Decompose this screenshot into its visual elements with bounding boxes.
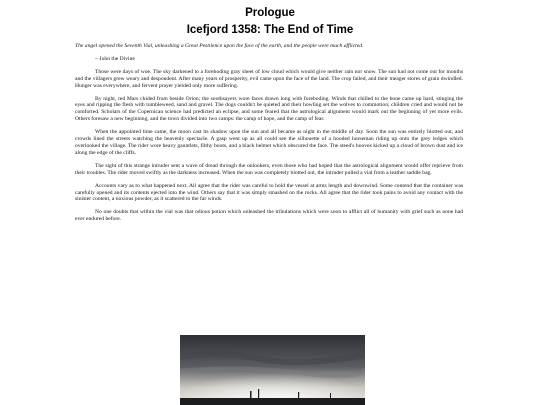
paragraph: When the appointed time came, the moon cast its shadow upon the sun and all became as night in the middle of day. Soon the sun was entirely blotted out, and crowds lined the streets watching the heavenly spectacle. A gasp went up as all could see the silhouette of a hooded horseman riding up onto the grey ledges which overlooked the village. The rider wore heavy gauntlets, filthy boots, and a black helmet which obscured the face. The steed's hooves kicked up a cloud of brown dust and ice along the edge of the cliffs.	[75, 129, 463, 156]
epigraph: The angel opened the Seventh Vial, unleashing a Great Pestilence upon the face of the earth, and the people were much afflicted.	[75, 43, 364, 49]
paragraph: By night, red Mars chided from beside Orion; the soothsayers wore faces drawn long with foreboding. Winds that chilled to the bone came up hard, stinging the eyes and ripping the flesh with tumbleweed, sand and gravel. The dogs couldn't be quieted and their howling set the wolves to commotion; children cried and would not be comforted. Scholars of the Copernican science had predicted an eclipse, and some feared that the astrological alignment would mark out the beginning of yet more evils. Others foresaw a new beginning, and the town divided into two camps: the camp of hope, and the camp of fear.	[75, 95, 463, 123]
chapter-title: Icefjord 1358: The End of Time	[186, 24, 354, 36]
body-text	[75, 43, 463, 229]
paragraph: Those were days of woe. The sky darkened to a foreboding gray sheet of low cloud which would give neither rain nor snow. The sun had not come out for months and the villagers grew weary and despondent. After many years of prosperity, evil came upon the face of the land. The crop failed, and their meager stores of grain dwindled. Hunger was everywhere, and fervent prayer yielded only more suffering.	[75, 68, 463, 89]
paragraph: No one doubts that within the vial was that odious potion which unleashed the tribulations which were soon to afflict all of humanity with grief such as none had ever endured before.	[75, 209, 463, 223]
paragraph: The sight of this strange intruder sent a wave of dread through the onlookers, even those who had hoped that the astrological alignment would offer reprieve from their troubles. The rider moved swiftly as the darkness increased. When the sun was completely blotted out, the intruder pulled a vial from a leather saddle bag.	[75, 162, 463, 176]
paragraph: Accounts vary as to what happened next. All agree that the rider was careful to hold the vessel at arms length and downwind. Some contend that the container was carefully opened and its contents ejected into the wind. Others say that it was simply smashed on the rocks. All agree that the rider took pains to avoid any contact with the sinister content, a noxious powder, as it scattered to the far winds.	[75, 182, 463, 203]
eclipse-landscape-image	[180, 335, 365, 405]
section-heading: Prologue	[245, 7, 295, 19]
epigraph-attribution: ~ John the Divine	[95, 55, 135, 62]
